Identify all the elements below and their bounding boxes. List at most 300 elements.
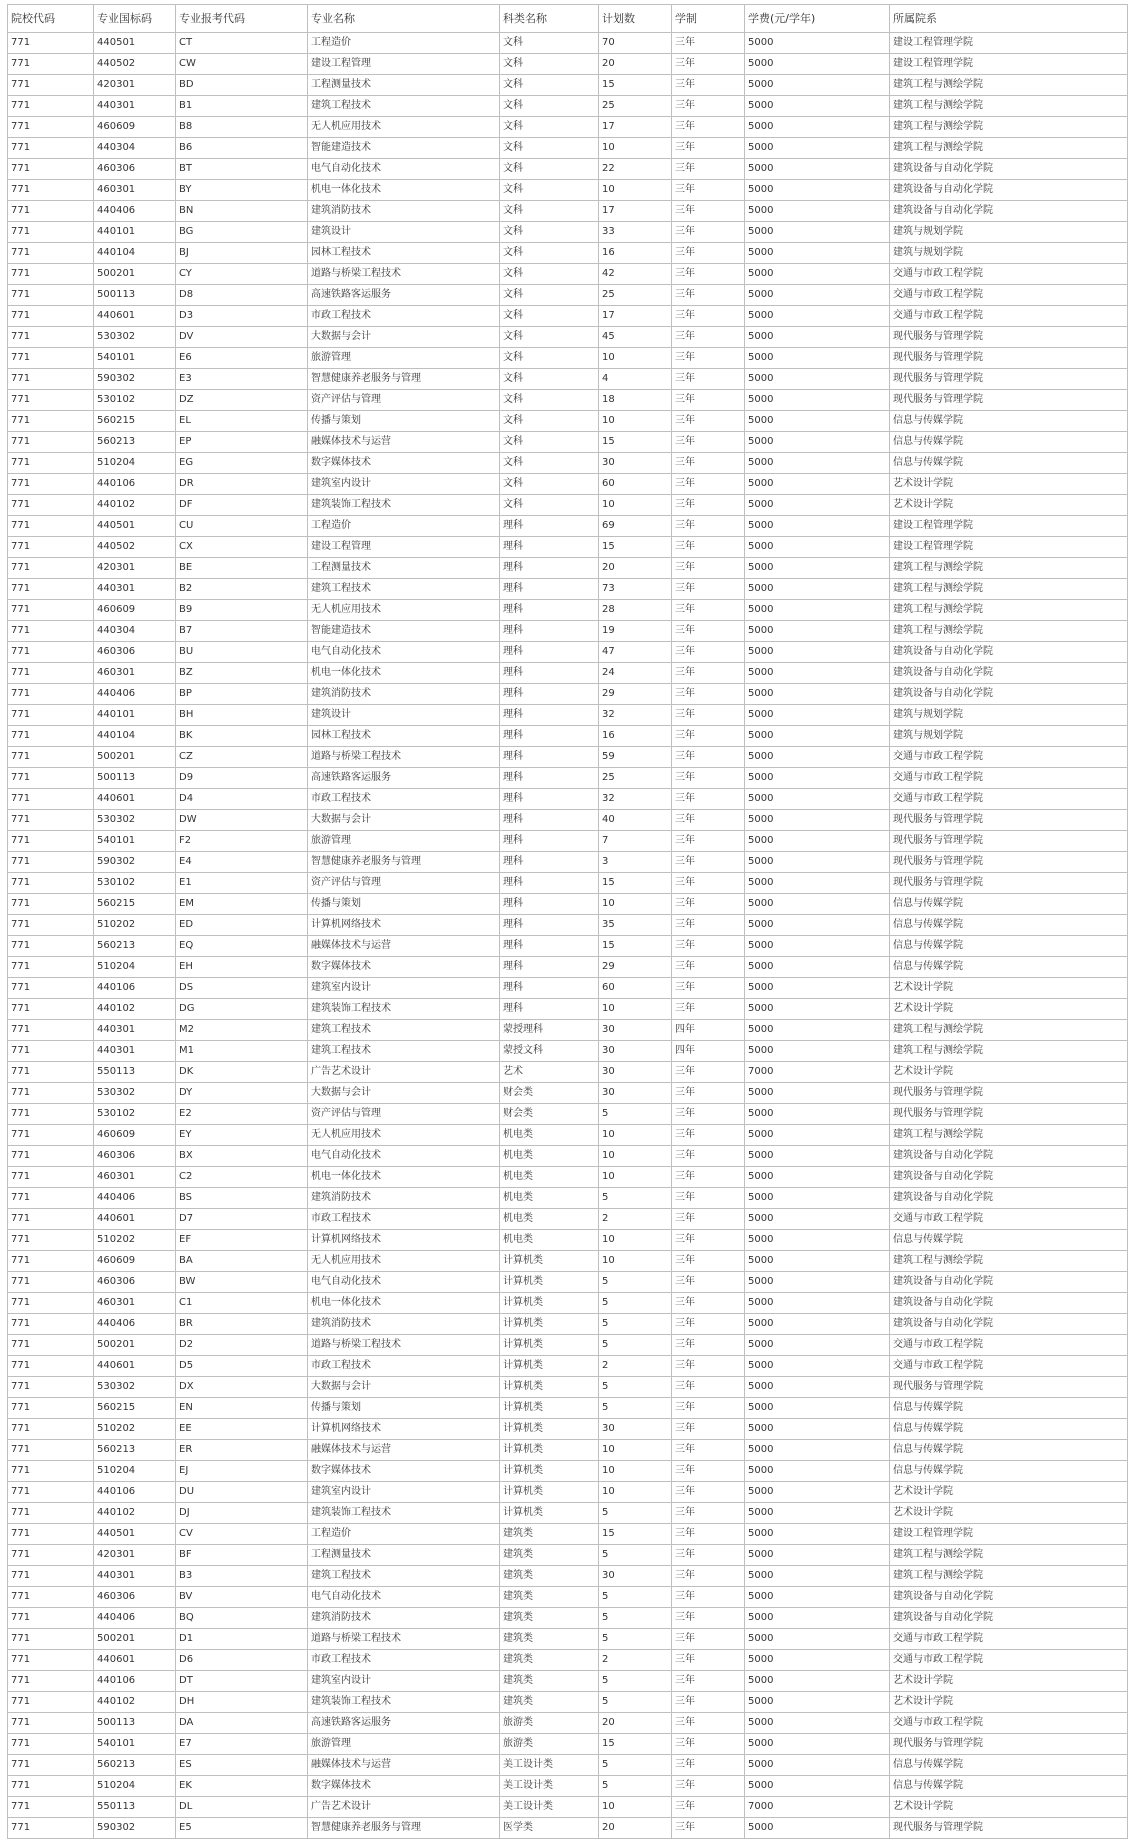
cell-category-name: 计算机类 bbox=[500, 1377, 599, 1398]
table-row bbox=[8, 915, 1128, 936]
table-row bbox=[8, 1545, 1128, 1566]
cell-major-name: 道路与桥梁工程技术 bbox=[308, 747, 500, 768]
header-department: 所属院系 bbox=[890, 5, 1128, 33]
cell-major-national-code: 550113 bbox=[94, 1062, 176, 1083]
cell-major-apply-code: C1 bbox=[176, 1293, 308, 1314]
cell-major-national-code: 460301 bbox=[94, 1293, 176, 1314]
cell-category-name: 理科 bbox=[500, 579, 599, 600]
cell-duration: 三年 bbox=[672, 1524, 745, 1545]
cell-plan-count: 5 bbox=[599, 1587, 672, 1608]
cell-department: 艺术设计学院 bbox=[890, 978, 1128, 999]
table-row bbox=[8, 1755, 1128, 1776]
cell-department: 交通与市政工程学院 bbox=[890, 747, 1128, 768]
cell-school-code: 771 bbox=[8, 138, 94, 159]
cell-department: 现代服务与管理学院 bbox=[890, 1818, 1128, 1839]
cell-major-apply-code: BJ bbox=[176, 243, 308, 264]
cell-major-apply-code: D3 bbox=[176, 306, 308, 327]
cell-school-code: 771 bbox=[8, 285, 94, 306]
cell-tuition: 5000 bbox=[745, 54, 890, 75]
cell-tuition: 5000 bbox=[745, 1125, 890, 1146]
cell-major-national-code: 460609 bbox=[94, 600, 176, 621]
cell-tuition: 5000 bbox=[745, 1188, 890, 1209]
cell-plan-count: 10 bbox=[599, 1797, 672, 1818]
table-row bbox=[8, 327, 1128, 348]
cell-major-apply-code: D8 bbox=[176, 285, 308, 306]
cell-duration: 三年 bbox=[672, 1125, 745, 1146]
cell-tuition: 5000 bbox=[745, 1314, 890, 1335]
cell-category-name: 理科 bbox=[500, 705, 599, 726]
cell-major-name: 建筑设计 bbox=[308, 705, 500, 726]
cell-category-name: 计算机类 bbox=[500, 1356, 599, 1377]
header-tuition: 学费(元/学年) bbox=[745, 5, 890, 33]
cell-category-name: 建筑类 bbox=[500, 1608, 599, 1629]
cell-major-name: 大数据与会计 bbox=[308, 327, 500, 348]
cell-tuition: 5000 bbox=[745, 1755, 890, 1776]
cell-category-name: 文科 bbox=[500, 285, 599, 306]
cell-tuition: 7000 bbox=[745, 1062, 890, 1083]
cell-major-national-code: 440601 bbox=[94, 1650, 176, 1671]
cell-category-name: 文科 bbox=[500, 54, 599, 75]
cell-category-name: 财会类 bbox=[500, 1104, 599, 1125]
cell-major-national-code: 560215 bbox=[94, 411, 176, 432]
cell-tuition: 5000 bbox=[745, 789, 890, 810]
cell-school-code: 771 bbox=[8, 495, 94, 516]
cell-school-code: 771 bbox=[8, 117, 94, 138]
cell-category-name: 文科 bbox=[500, 180, 599, 201]
cell-plan-count: 19 bbox=[599, 621, 672, 642]
cell-category-name: 文科 bbox=[500, 348, 599, 369]
cell-major-national-code: 460609 bbox=[94, 117, 176, 138]
cell-department: 建筑工程与测绘学院 bbox=[890, 1041, 1128, 1062]
cell-tuition: 5000 bbox=[745, 747, 890, 768]
cell-duration: 三年 bbox=[672, 453, 745, 474]
cell-tuition: 5000 bbox=[745, 642, 890, 663]
cell-department: 建筑工程与测绘学院 bbox=[890, 75, 1128, 96]
cell-duration: 三年 bbox=[672, 1671, 745, 1692]
cell-major-apply-code: B9 bbox=[176, 600, 308, 621]
cell-category-name: 文科 bbox=[500, 33, 599, 54]
cell-school-code: 771 bbox=[8, 1608, 94, 1629]
cell-tuition: 5000 bbox=[745, 1356, 890, 1377]
cell-department: 交通与市政工程学院 bbox=[890, 1356, 1128, 1377]
cell-major-national-code: 440501 bbox=[94, 33, 176, 54]
cell-tuition: 5000 bbox=[745, 726, 890, 747]
cell-major-name: 道路与桥梁工程技术 bbox=[308, 1335, 500, 1356]
cell-category-name: 建筑类 bbox=[500, 1629, 599, 1650]
header-major-national-code: 专业国标码 bbox=[94, 5, 176, 33]
cell-major-name: 工程造价 bbox=[308, 516, 500, 537]
cell-department: 交通与市政工程学院 bbox=[890, 789, 1128, 810]
cell-duration: 三年 bbox=[672, 1650, 745, 1671]
cell-school-code: 771 bbox=[8, 810, 94, 831]
cell-tuition: 5000 bbox=[745, 852, 890, 873]
cell-department: 建筑工程与测绘学院 bbox=[890, 138, 1128, 159]
cell-category-name: 理科 bbox=[500, 768, 599, 789]
header-major-name: 专业名称 bbox=[308, 5, 500, 33]
cell-plan-count: 32 bbox=[599, 789, 672, 810]
cell-duration: 三年 bbox=[672, 495, 745, 516]
cell-major-national-code: 440301 bbox=[94, 96, 176, 117]
cell-major-apply-code: E5 bbox=[176, 1818, 308, 1839]
cell-tuition: 5000 bbox=[745, 348, 890, 369]
cell-department: 建筑工程与测绘学院 bbox=[890, 600, 1128, 621]
cell-duration: 三年 bbox=[672, 1587, 745, 1608]
table-row bbox=[8, 369, 1128, 390]
cell-major-apply-code: DY bbox=[176, 1083, 308, 1104]
cell-tuition: 5000 bbox=[745, 831, 890, 852]
cell-major-apply-code: BW bbox=[176, 1272, 308, 1293]
table-row bbox=[8, 999, 1128, 1020]
cell-plan-count: 10 bbox=[599, 180, 672, 201]
cell-plan-count: 42 bbox=[599, 264, 672, 285]
table-row bbox=[8, 1587, 1128, 1608]
cell-department: 信息与传媒学院 bbox=[890, 1461, 1128, 1482]
cell-major-name: 园林工程技术 bbox=[308, 243, 500, 264]
table-row bbox=[8, 1524, 1128, 1545]
table-row bbox=[8, 33, 1128, 54]
cell-plan-count: 60 bbox=[599, 978, 672, 999]
cell-major-name: 数字媒体技术 bbox=[308, 1776, 500, 1797]
cell-school-code: 771 bbox=[8, 558, 94, 579]
cell-school-code: 771 bbox=[8, 1776, 94, 1797]
cell-major-name: 高速铁路客运服务 bbox=[308, 1713, 500, 1734]
cell-major-national-code: 440406 bbox=[94, 1608, 176, 1629]
cell-plan-count: 73 bbox=[599, 579, 672, 600]
cell-tuition: 5000 bbox=[745, 1146, 890, 1167]
cell-major-national-code: 440304 bbox=[94, 621, 176, 642]
cell-tuition: 5000 bbox=[745, 1650, 890, 1671]
cell-major-name: 智慧健康养老服务与管理 bbox=[308, 852, 500, 873]
cell-major-name: 建筑室内设计 bbox=[308, 474, 500, 495]
cell-major-apply-code: EM bbox=[176, 894, 308, 915]
cell-plan-count: 33 bbox=[599, 222, 672, 243]
cell-plan-count: 5 bbox=[599, 1608, 672, 1629]
cell-plan-count: 70 bbox=[599, 33, 672, 54]
cell-plan-count: 20 bbox=[599, 1713, 672, 1734]
cell-department: 现代服务与管理学院 bbox=[890, 1734, 1128, 1755]
cell-major-name: 建筑工程技术 bbox=[308, 579, 500, 600]
table-row bbox=[8, 1377, 1128, 1398]
cell-plan-count: 30 bbox=[599, 1083, 672, 1104]
cell-major-apply-code: CY bbox=[176, 264, 308, 285]
cell-major-name: 融媒体技术与运营 bbox=[308, 432, 500, 453]
cell-department: 交通与市政工程学院 bbox=[890, 264, 1128, 285]
cell-plan-count: 15 bbox=[599, 936, 672, 957]
cell-major-national-code: 510204 bbox=[94, 1776, 176, 1797]
table-row bbox=[8, 1335, 1128, 1356]
cell-major-national-code: 540101 bbox=[94, 831, 176, 852]
cell-plan-count: 20 bbox=[599, 54, 672, 75]
cell-category-name: 计算机类 bbox=[500, 1272, 599, 1293]
cell-school-code: 771 bbox=[8, 1377, 94, 1398]
table-row bbox=[8, 117, 1128, 138]
cell-major-name: 计算机网络技术 bbox=[308, 915, 500, 936]
cell-tuition: 5000 bbox=[745, 1629, 890, 1650]
cell-tuition: 5000 bbox=[745, 453, 890, 474]
cell-category-name: 医学类 bbox=[500, 1818, 599, 1839]
cell-plan-count: 28 bbox=[599, 600, 672, 621]
cell-major-national-code: 540101 bbox=[94, 348, 176, 369]
cell-tuition: 5000 bbox=[745, 1608, 890, 1629]
cell-tuition: 5000 bbox=[745, 663, 890, 684]
cell-plan-count: 15 bbox=[599, 1734, 672, 1755]
cell-major-name: 建设工程管理 bbox=[308, 54, 500, 75]
cell-tuition: 5000 bbox=[745, 243, 890, 264]
cell-major-national-code: 510202 bbox=[94, 1419, 176, 1440]
cell-major-apply-code: DW bbox=[176, 810, 308, 831]
cell-major-apply-code: M2 bbox=[176, 1020, 308, 1041]
cell-department: 建筑设备与自动化学院 bbox=[890, 201, 1128, 222]
table-row bbox=[8, 1272, 1128, 1293]
cell-tuition: 5000 bbox=[745, 1209, 890, 1230]
cell-category-name: 文科 bbox=[500, 390, 599, 411]
cell-major-national-code: 440102 bbox=[94, 1503, 176, 1524]
cell-plan-count: 3 bbox=[599, 852, 672, 873]
cell-category-name: 建筑类 bbox=[500, 1566, 599, 1587]
cell-major-name: 高速铁路客运服务 bbox=[308, 285, 500, 306]
table-row bbox=[8, 348, 1128, 369]
cell-plan-count: 17 bbox=[599, 201, 672, 222]
cell-duration: 三年 bbox=[672, 663, 745, 684]
cell-major-national-code: 440601 bbox=[94, 306, 176, 327]
cell-tuition: 5000 bbox=[745, 873, 890, 894]
table-row bbox=[8, 96, 1128, 117]
cell-tuition: 5000 bbox=[745, 495, 890, 516]
cell-plan-count: 25 bbox=[599, 96, 672, 117]
cell-major-national-code: 440101 bbox=[94, 222, 176, 243]
cell-major-national-code: 510204 bbox=[94, 1461, 176, 1482]
table-header bbox=[8, 5, 1128, 33]
cell-duration: 三年 bbox=[672, 180, 745, 201]
cell-tuition: 5000 bbox=[745, 96, 890, 117]
cell-major-national-code: 440102 bbox=[94, 495, 176, 516]
cell-duration: 三年 bbox=[672, 873, 745, 894]
table-row bbox=[8, 1461, 1128, 1482]
cell-department: 艺术设计学院 bbox=[890, 1671, 1128, 1692]
cell-major-apply-code: B1 bbox=[176, 96, 308, 117]
cell-duration: 三年 bbox=[672, 705, 745, 726]
cell-plan-count: 22 bbox=[599, 159, 672, 180]
cell-major-name: 大数据与会计 bbox=[308, 810, 500, 831]
cell-school-code: 771 bbox=[8, 1545, 94, 1566]
cell-major-national-code: 460609 bbox=[94, 1251, 176, 1272]
cell-category-name: 理科 bbox=[500, 831, 599, 852]
cell-plan-count: 15 bbox=[599, 873, 672, 894]
cell-duration: 三年 bbox=[672, 1083, 745, 1104]
cell-major-apply-code: BN bbox=[176, 201, 308, 222]
cell-category-name: 文科 bbox=[500, 75, 599, 96]
cell-major-national-code: 530102 bbox=[94, 873, 176, 894]
cell-school-code: 771 bbox=[8, 96, 94, 117]
cell-department: 建筑工程与测绘学院 bbox=[890, 1125, 1128, 1146]
cell-school-code: 771 bbox=[8, 1020, 94, 1041]
cell-plan-count: 10 bbox=[599, 1440, 672, 1461]
cell-department: 建筑设备与自动化学院 bbox=[890, 1146, 1128, 1167]
cell-major-name: 资产评估与管理 bbox=[308, 1104, 500, 1125]
cell-tuition: 5000 bbox=[745, 432, 890, 453]
cell-duration: 三年 bbox=[672, 558, 745, 579]
cell-department: 交通与市政工程学院 bbox=[890, 285, 1128, 306]
table-row bbox=[8, 1440, 1128, 1461]
cell-category-name: 理科 bbox=[500, 663, 599, 684]
table-body bbox=[8, 33, 1128, 1839]
cell-category-name: 计算机类 bbox=[500, 1419, 599, 1440]
cell-duration: 三年 bbox=[672, 474, 745, 495]
cell-plan-count: 2 bbox=[599, 1209, 672, 1230]
cell-tuition: 5000 bbox=[745, 1419, 890, 1440]
cell-major-name: 广告艺术设计 bbox=[308, 1797, 500, 1818]
cell-plan-count: 10 bbox=[599, 894, 672, 915]
cell-school-code: 771 bbox=[8, 1797, 94, 1818]
cell-school-code: 771 bbox=[8, 1083, 94, 1104]
cell-duration: 三年 bbox=[672, 117, 745, 138]
cell-category-name: 机电类 bbox=[500, 1125, 599, 1146]
table-row bbox=[8, 138, 1128, 159]
cell-major-name: 市政工程技术 bbox=[308, 1650, 500, 1671]
cell-category-name: 文科 bbox=[500, 432, 599, 453]
cell-duration: 三年 bbox=[672, 369, 745, 390]
cell-major-apply-code: D6 bbox=[176, 1650, 308, 1671]
cell-category-name: 文科 bbox=[500, 201, 599, 222]
cell-major-apply-code: DF bbox=[176, 495, 308, 516]
table-row bbox=[8, 684, 1128, 705]
cell-major-national-code: 440406 bbox=[94, 201, 176, 222]
table-row bbox=[8, 474, 1128, 495]
cell-major-name: 道路与桥梁工程技术 bbox=[308, 264, 500, 285]
cell-category-name: 美工设计类 bbox=[500, 1755, 599, 1776]
cell-major-name: 市政工程技术 bbox=[308, 1356, 500, 1377]
cell-category-name: 文科 bbox=[500, 96, 599, 117]
cell-plan-count: 10 bbox=[599, 138, 672, 159]
table-row bbox=[8, 1230, 1128, 1251]
cell-tuition: 5000 bbox=[745, 1524, 890, 1545]
cell-plan-count: 30 bbox=[599, 1566, 672, 1587]
cell-major-apply-code: CW bbox=[176, 54, 308, 75]
table-row bbox=[8, 285, 1128, 306]
cell-major-apply-code: D9 bbox=[176, 768, 308, 789]
cell-school-code: 771 bbox=[8, 957, 94, 978]
cell-major-name: 数字媒体技术 bbox=[308, 453, 500, 474]
cell-major-apply-code: BG bbox=[176, 222, 308, 243]
cell-category-name: 建筑类 bbox=[500, 1587, 599, 1608]
cell-school-code: 771 bbox=[8, 453, 94, 474]
cell-department: 建设工程管理学院 bbox=[890, 54, 1128, 75]
cell-major-apply-code: ER bbox=[176, 1440, 308, 1461]
cell-major-national-code: 500113 bbox=[94, 285, 176, 306]
cell-major-name: 融媒体技术与运营 bbox=[308, 936, 500, 957]
cell-tuition: 5000 bbox=[745, 1440, 890, 1461]
table-row bbox=[8, 159, 1128, 180]
cell-category-name: 机电类 bbox=[500, 1188, 599, 1209]
cell-duration: 三年 bbox=[672, 159, 745, 180]
cell-school-code: 771 bbox=[8, 684, 94, 705]
cell-duration: 四年 bbox=[672, 1041, 745, 1062]
cell-major-name: 工程造价 bbox=[308, 33, 500, 54]
cell-major-apply-code: BS bbox=[176, 1188, 308, 1209]
cell-major-name: 旅游管理 bbox=[308, 831, 500, 852]
cell-school-code: 771 bbox=[8, 852, 94, 873]
cell-major-national-code: 510204 bbox=[94, 957, 176, 978]
cell-major-national-code: 560213 bbox=[94, 1440, 176, 1461]
cell-major-name: 建筑工程技术 bbox=[308, 1020, 500, 1041]
cell-duration: 三年 bbox=[672, 852, 745, 873]
cell-major-apply-code: B6 bbox=[176, 138, 308, 159]
cell-plan-count: 5 bbox=[599, 1755, 672, 1776]
cell-duration: 三年 bbox=[672, 642, 745, 663]
cell-major-national-code: 560213 bbox=[94, 1755, 176, 1776]
cell-category-name: 计算机类 bbox=[500, 1461, 599, 1482]
cell-tuition: 5000 bbox=[745, 537, 890, 558]
cell-major-apply-code: EE bbox=[176, 1419, 308, 1440]
cell-major-apply-code: D5 bbox=[176, 1356, 308, 1377]
cell-major-national-code: 460306 bbox=[94, 1272, 176, 1293]
cell-duration: 四年 bbox=[672, 1020, 745, 1041]
cell-major-national-code: 530302 bbox=[94, 327, 176, 348]
cell-department: 信息与传媒学院 bbox=[890, 1776, 1128, 1797]
table-row bbox=[8, 1776, 1128, 1797]
cell-plan-count: 5 bbox=[599, 1545, 672, 1566]
cell-school-code: 771 bbox=[8, 1734, 94, 1755]
cell-department: 建筑工程与测绘学院 bbox=[890, 579, 1128, 600]
cell-major-national-code: 440106 bbox=[94, 1671, 176, 1692]
cell-school-code: 771 bbox=[8, 1209, 94, 1230]
cell-school-code: 771 bbox=[8, 789, 94, 810]
cell-category-name: 理科 bbox=[500, 852, 599, 873]
table-row bbox=[8, 453, 1128, 474]
cell-major-apply-code: DZ bbox=[176, 390, 308, 411]
cell-major-apply-code: CV bbox=[176, 1524, 308, 1545]
cell-school-code: 771 bbox=[8, 978, 94, 999]
cell-major-national-code: 440502 bbox=[94, 537, 176, 558]
cell-plan-count: 17 bbox=[599, 306, 672, 327]
cell-major-apply-code: B2 bbox=[176, 579, 308, 600]
cell-category-name: 蒙授理科 bbox=[500, 1020, 599, 1041]
cell-department: 艺术设计学院 bbox=[890, 495, 1128, 516]
cell-department: 建筑与规划学院 bbox=[890, 726, 1128, 747]
cell-duration: 三年 bbox=[672, 1146, 745, 1167]
cell-tuition: 5000 bbox=[745, 1713, 890, 1734]
cell-department: 建筑设备与自动化学院 bbox=[890, 1608, 1128, 1629]
cell-department: 建设工程管理学院 bbox=[890, 537, 1128, 558]
cell-major-national-code: 560215 bbox=[94, 1398, 176, 1419]
table-row bbox=[8, 1146, 1128, 1167]
cell-category-name: 文科 bbox=[500, 369, 599, 390]
cell-tuition: 5000 bbox=[745, 1083, 890, 1104]
cell-major-apply-code: EP bbox=[176, 432, 308, 453]
cell-department: 现代服务与管理学院 bbox=[890, 369, 1128, 390]
cell-duration: 三年 bbox=[672, 957, 745, 978]
cell-plan-count: 30 bbox=[599, 1041, 672, 1062]
cell-major-name: 传播与策划 bbox=[308, 894, 500, 915]
cell-major-name: 建筑工程技术 bbox=[308, 1566, 500, 1587]
table-row bbox=[8, 54, 1128, 75]
cell-major-name: 建筑室内设计 bbox=[308, 1482, 500, 1503]
table-row bbox=[8, 75, 1128, 96]
cell-tuition: 5000 bbox=[745, 558, 890, 579]
cell-department: 现代服务与管理学院 bbox=[890, 852, 1128, 873]
cell-tuition: 5000 bbox=[745, 1167, 890, 1188]
cell-major-name: 无人机应用技术 bbox=[308, 117, 500, 138]
cell-tuition: 5000 bbox=[745, 1545, 890, 1566]
cell-major-national-code: 440104 bbox=[94, 243, 176, 264]
cell-department: 交通与市政工程学院 bbox=[890, 1629, 1128, 1650]
cell-department: 信息与传媒学院 bbox=[890, 453, 1128, 474]
table-row bbox=[8, 1188, 1128, 1209]
cell-tuition: 5000 bbox=[745, 768, 890, 789]
cell-school-code: 771 bbox=[8, 1125, 94, 1146]
cell-plan-count: 10 bbox=[599, 411, 672, 432]
cell-duration: 三年 bbox=[672, 1776, 745, 1797]
